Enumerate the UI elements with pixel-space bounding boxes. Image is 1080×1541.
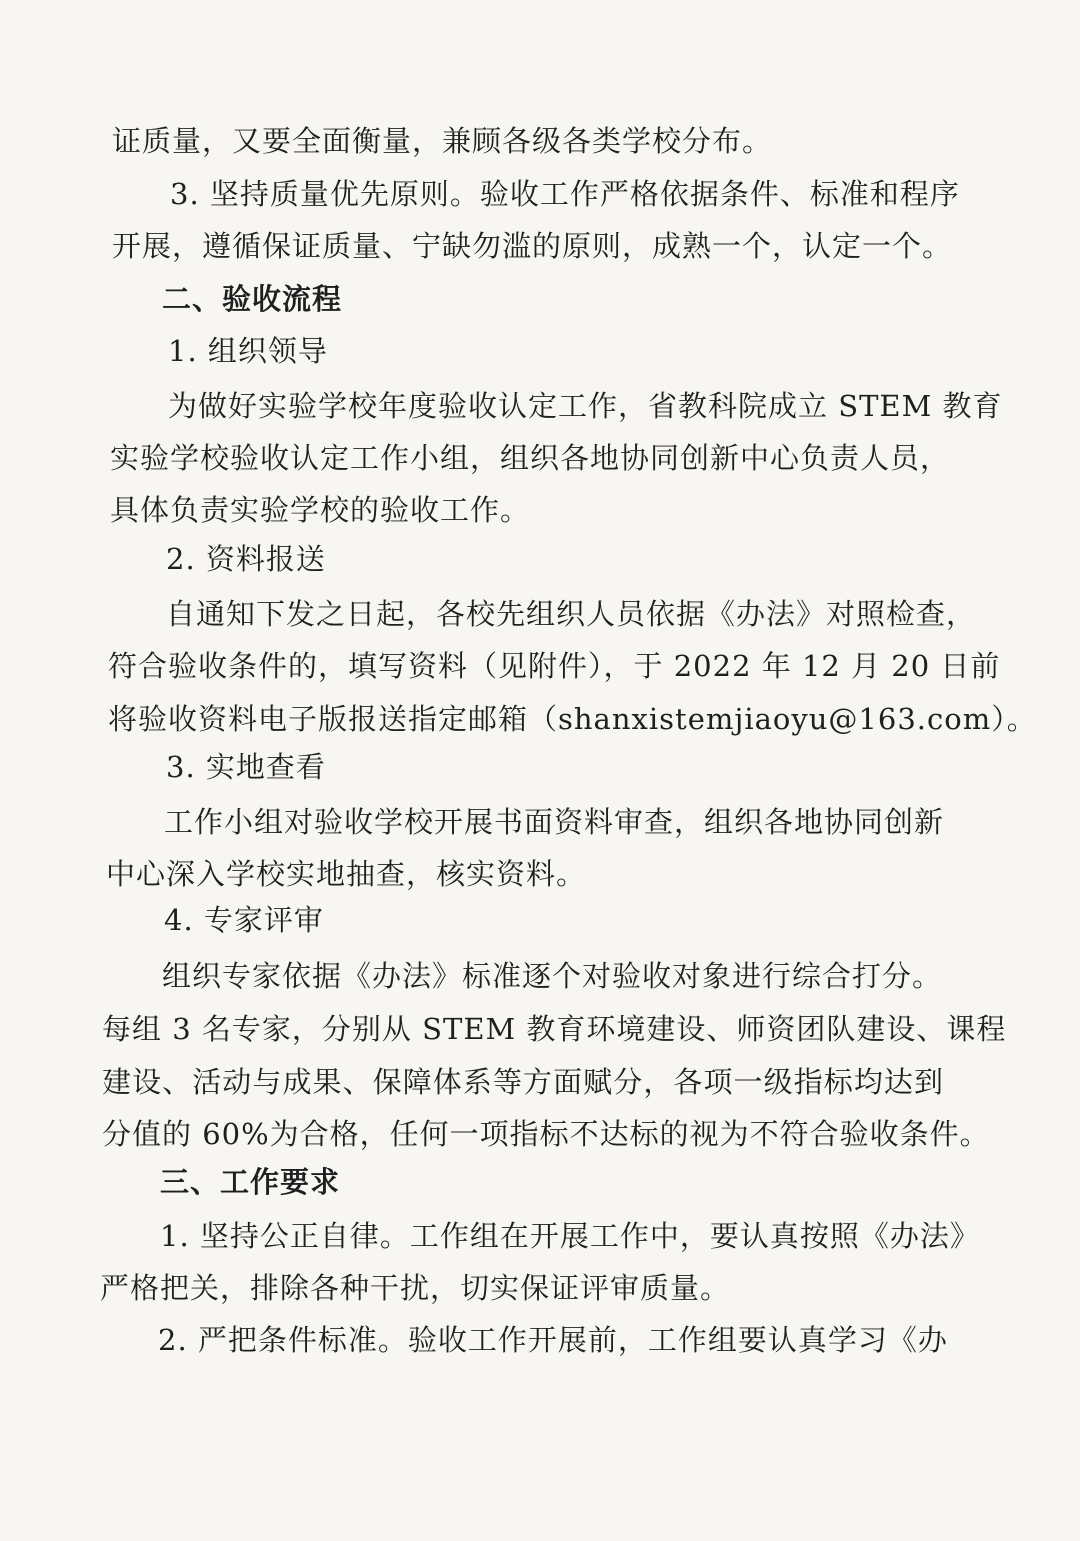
section-heading-acceptance-process: 二、验收流程 [162,282,343,316]
text-line-review-3: 建设、活动与成果、保障体系等方面赋分，各项一级指标均达到 [102,1065,944,1099]
text-line-continuation: 证质量，又要全面衡量，兼顾各级各类学校分布。 [112,124,773,158]
text-line-materials-3: 将验收资料电子版报送指定邮箱（shanxistemjiaoyu@163.com）。 [108,702,1037,736]
subheading-site-inspection: 3. 实地查看 [166,750,326,784]
text-line-organization-2: 实验学校验收认定工作小组，组织各地协同创新中心负责人员， [110,441,951,475]
text-line-inspection-1: 工作小组对验收学校开展书面资料审查，组织各地协同创新 [164,805,945,839]
text-line-materials-1: 自通知下发之日起，各校先组织人员依据《办法》对照检查， [166,597,977,631]
text-line-organization-1: 为做好实验学校年度验收认定工作，省教科院成立 STEM 教育 [168,389,1003,423]
subheading-organization: 1. 组织领导 [168,334,328,368]
subheading-materials: 2. 资料报送 [166,542,326,576]
text-line-review-1: 组织专家依据《办法》标准逐个对验收对象进行综合打分。 [162,959,943,993]
text-line-principle-3: 3. 坚持质量优先原则。验收工作严格依据条件、标准和程序 [170,177,960,211]
text-line-review-4: 分值的 60%为合格，任何一项指标不达标的视为不符合验收条件。 [102,1117,990,1151]
text-line-requirement-1: 1. 坚持公正自律。工作组在开展工作中，要认真按照《办法》 [160,1219,980,1253]
text-line-inspection-2: 中心深入学校实地抽查，核实资料。 [106,857,587,891]
text-line-organization-3: 具体负责实验学校的验收工作。 [110,493,531,527]
text-line-review-2: 每组 3 名专家，分别从 STEM 教育环境建设、师资团队建设、课程 [102,1012,1007,1046]
text-line-requirement-2: 2. 严把条件标准。验收工作开展前，工作组要认真学习《办 [158,1323,948,1357]
text-line-materials-2: 符合验收条件的，填写资料（见附件），于 2022 年 12 月 20 日前 [108,649,1001,683]
text-line-requirement-1-cont: 严格把关，排除各种干扰，切实保证评审质量。 [100,1271,731,1305]
subheading-expert-review: 4. 专家评审 [164,903,324,937]
section-heading-work-requirements: 三、工作要求 [160,1165,341,1199]
text-line-principle-3-cont: 开展，遵循保证质量、宁缺勿滥的原则，成熟一个，认定一个。 [112,229,953,263]
